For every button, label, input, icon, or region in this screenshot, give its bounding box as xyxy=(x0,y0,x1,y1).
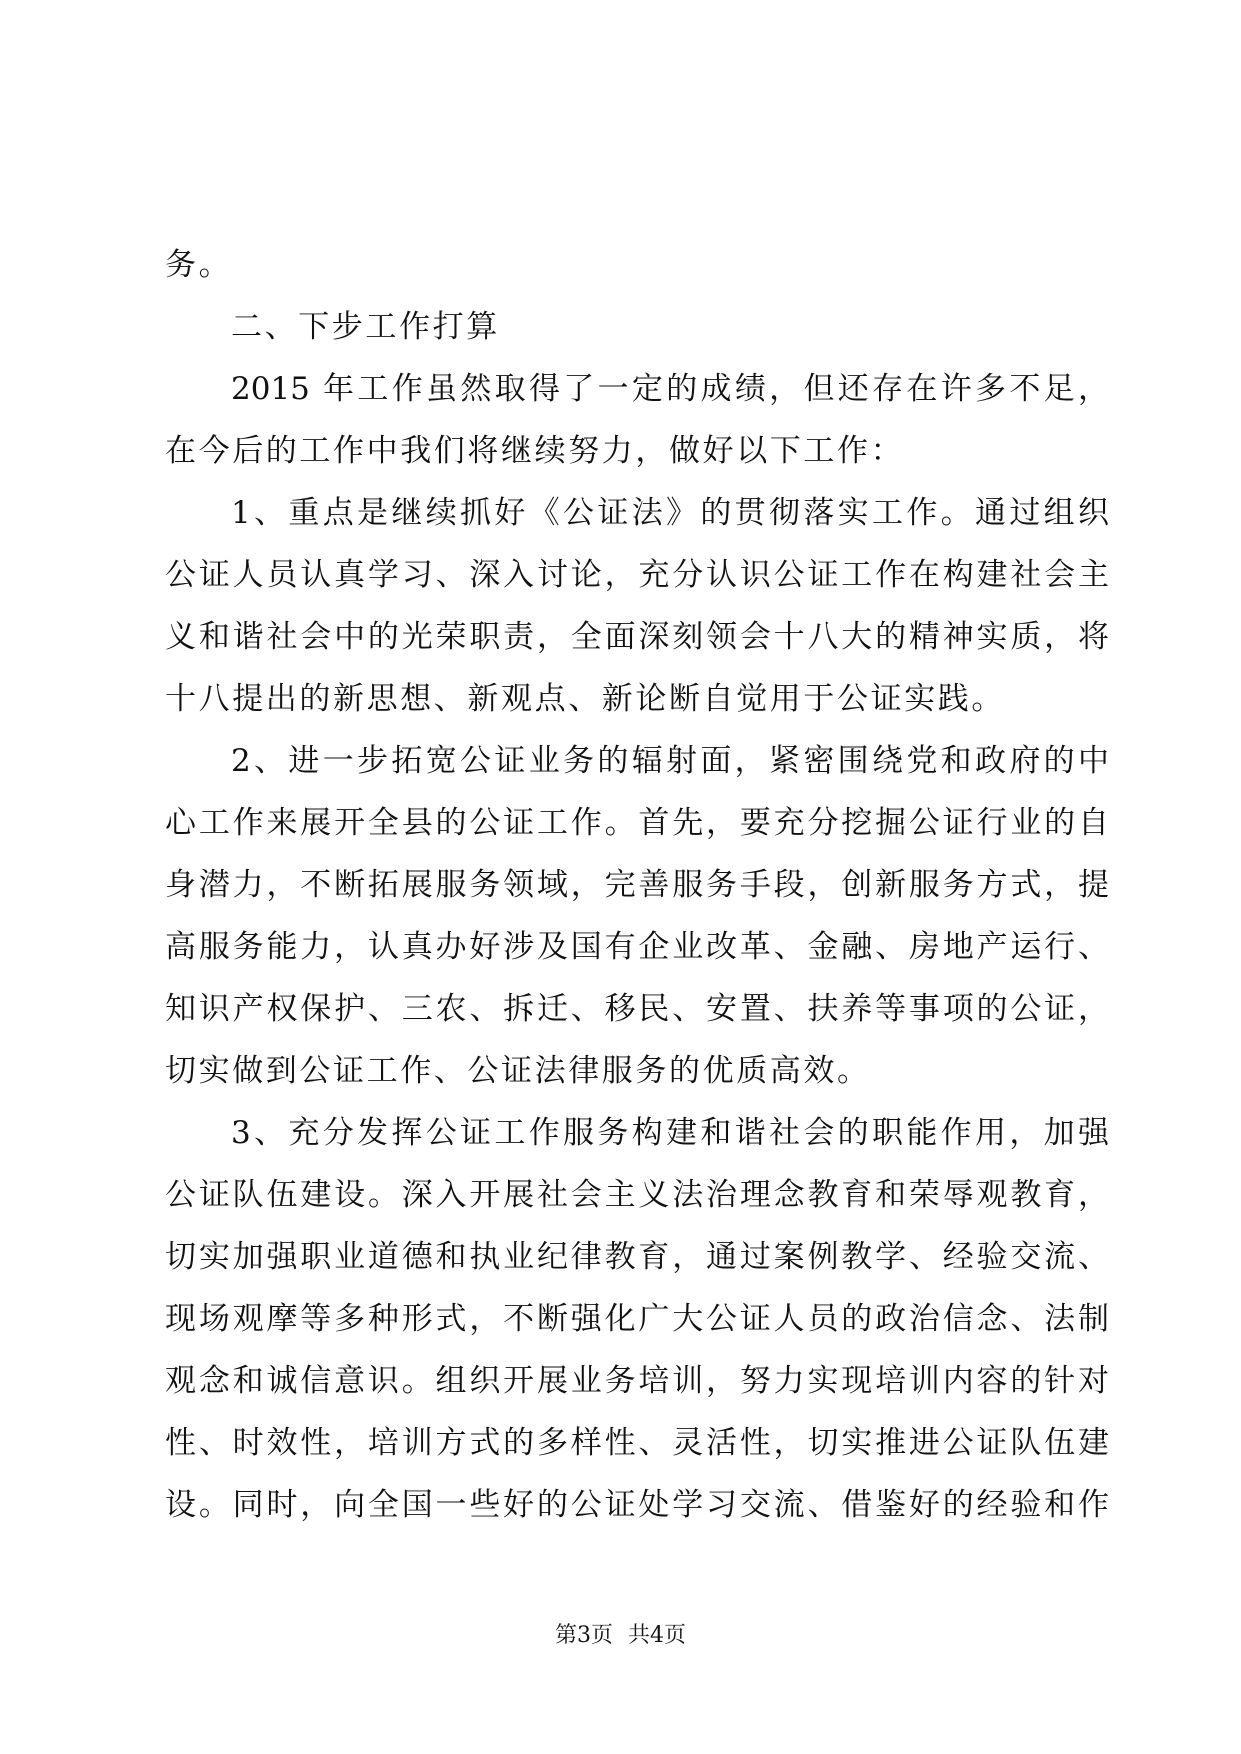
text-line: 切实加强职业道德和执业纪律教育，通过案例教学、经验交流、 xyxy=(165,1239,1109,1275)
page-number: 第3页 xyxy=(555,1623,613,1648)
text-line: 设。同时，向全国一些好的公证处学习交流、借鉴好的经验和作 xyxy=(165,1487,1109,1523)
text-line: 公证人员认真学习、深入讨论，充分认识公证工作在构建社会主 xyxy=(165,557,1109,593)
text-line: 2015 年工作虽然取得了一定的成绩，但还存在许多不足， xyxy=(231,371,1109,407)
text-line: 公证队伍建设。深入开展社会主义法治理念教育和荣辱观教育， xyxy=(165,1177,1109,1213)
text-line: 现场观摩等多种形式，不断强化广大公证人员的政治信念、法制 xyxy=(165,1301,1109,1337)
document-body xyxy=(165,242,1109,1544)
text-line: 性、时效性，培训方式的多样性、灵活性，切实推进公证队伍建 xyxy=(165,1425,1109,1461)
text-line: 知识产权保护、三农、拆迁、移民、安置、扶养等事项的公证， xyxy=(165,991,1109,1027)
text-line: 3、充分发挥公证工作服务构建和谐社会的职能作用，加强 xyxy=(231,1115,1109,1151)
paragraph xyxy=(165,366,1109,490)
page-total: 共4页 xyxy=(628,1623,686,1648)
text-line: 观念和诚信意识。组织开展业务培训，努力实现培训内容的针对 xyxy=(165,1363,1109,1399)
text-line: 2、进一步拓宽公证业务的辐射面，紧密围绕党和政府的中 xyxy=(231,743,1109,779)
text-line: 十八提出的新思想、新观点、新论断自觉用于公证实践。 xyxy=(165,681,1005,717)
text-line: 义和谐社会中的光荣职责，全面深刻领会十八大的精神实质，将 xyxy=(165,619,1109,655)
paragraph xyxy=(165,490,1109,738)
paragraph xyxy=(165,242,1109,304)
text-line: 切实做到公证工作、公证法律服务的优质高效。 xyxy=(165,1053,871,1089)
paragraph xyxy=(165,1110,1109,1544)
text-line: 在今后的工作中我们将继续努力，做好以下工作： xyxy=(165,433,905,469)
text-line: 身潜力，不断拓展服务领域，完善服务手段，创新服务方式，提 xyxy=(165,867,1109,903)
paragraph xyxy=(165,304,1109,366)
text-line: 高服务能力，认真办好涉及国有企业改革、金融、房地产运行、 xyxy=(165,929,1109,965)
paragraph xyxy=(165,738,1109,1110)
text-line: 二、下步工作打算 xyxy=(231,309,500,345)
page-footer xyxy=(0,1618,1241,1649)
text-line: 务。 xyxy=(165,247,233,283)
text-line: 心工作来展开全县的公证工作。首先，要充分挖掘公证行业的自 xyxy=(165,805,1109,841)
text-line: 1、重点是继续抓好《公证法》的贯彻落实工作。通过组织 xyxy=(231,495,1109,531)
